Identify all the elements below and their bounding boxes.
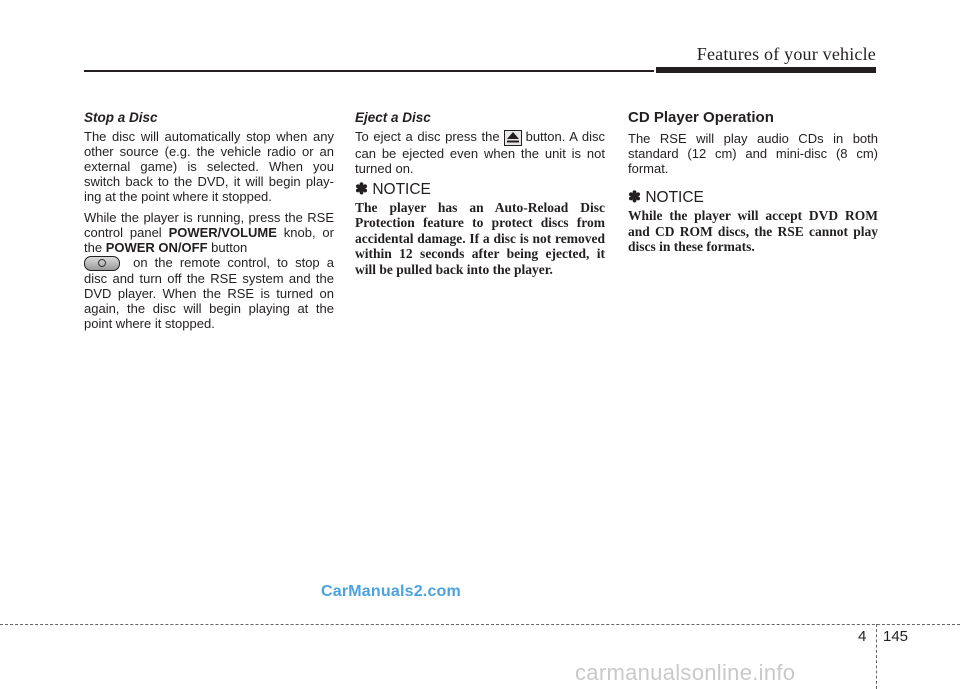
text-run: To eject a disc press the [355,129,500,144]
footer-watermark: carmanualsonline.info [575,660,796,685]
column-cd-player [628,110,878,261]
column-eject-disc [355,110,605,283]
footer-divider [876,624,877,689]
stop-disc-paragraph-1: The disc will automatically stop when any other source (e.g. the vehicle radio or an external game) is selected. When you switch back to the DVD, it will begin play-ing at the point where it stopped. [84,129,334,204]
column-stop-disc [84,110,334,337]
notice-heading [355,182,605,197]
power-button-icon [84,256,120,271]
header-rule [84,70,654,72]
eject-disc-paragraph [355,129,605,176]
text-run: While the player is running, press the RSE control panel [84,210,334,240]
notice-body: While the player will accept DVD ROM and CD ROM discs, the RSE cannot play discs in these formats. [628,208,878,254]
notice-heading [628,190,878,205]
watermark-link[interactable]: CarManuals2.com [321,583,461,600]
text-run: knob, or the [84,225,334,255]
stop-disc-paragraph-2 [84,210,334,331]
text-run: on the remote control, to stop a disc and turn off the RSE system and the DVD player. When the RSE is turned on again, the disc will begin playing at the point where it stopped. [84,255,334,332]
power-volume-label: POWER/VOLUME [168,225,277,240]
text-run: button. A disc can be ejected even when the unit is not turned on. [355,129,605,176]
notice-body: The player has an Auto-Reload Disc Protection feature to protect discs from accidental damage. If a disc is not removed within 12 seconds after being ejected, it will be pulled back into the player. [355,199,605,277]
page-number: 145 [883,628,909,645]
eject-disc-heading: Eject a Disc [355,110,431,125]
notice-label: NOTICE [372,180,431,198]
notice-label: NOTICE [645,189,704,206]
section-title: Features of your vehicle [696,44,876,64]
notice-star-icon: ✽ [355,180,368,198]
chapter-number: 4 [858,628,867,645]
text-run: button [207,240,248,255]
notice-star-icon: ✽ [628,189,641,206]
eject-button-icon [504,130,522,146]
footer-rule [0,624,960,625]
cd-player-heading: CD Player Operation [628,109,774,126]
power-onoff-label: POWER ON/OFF [105,240,208,255]
stop-disc-heading: Stop a Disc [84,110,158,125]
header-rule-accent [656,67,876,73]
cd-player-paragraph: The RSE will play audio CDs in both standard (12 cm) and mini-disc (8 cm) format. [628,131,878,176]
